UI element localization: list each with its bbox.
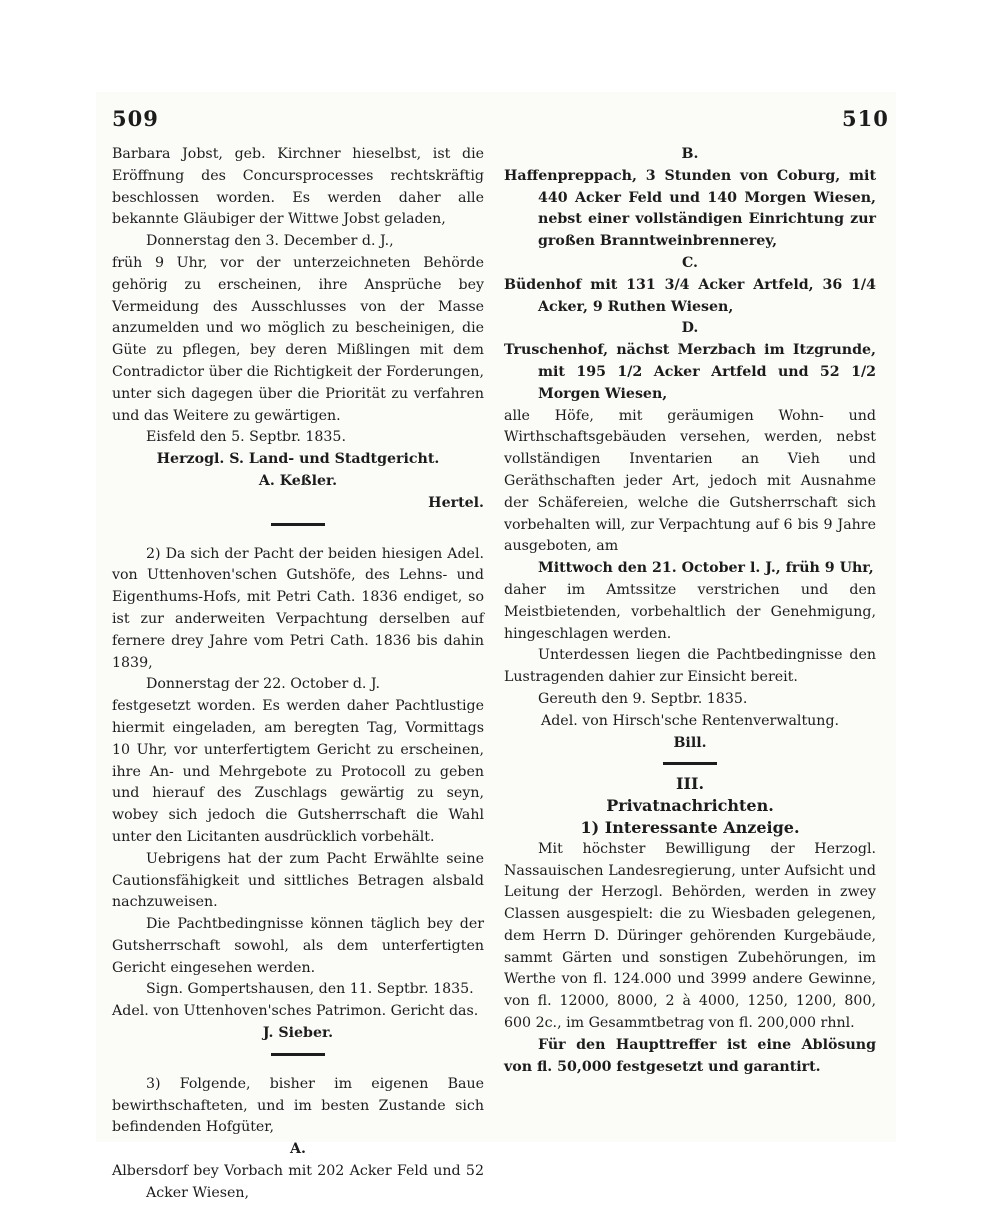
paragraph: 3) Folgende, bisher im eigenen Baue bewirthschafteten, und im besten Zustande sich befindenden Hofgüter, [112,1075,484,1136]
left-column [112,144,484,1205]
signature: Hertel. [428,494,484,511]
right-column [504,144,876,1078]
paragraph: daher im Amtssitze verstrichen und den Meistbietenden, vorbehaltlich der Genehmigung, hingeschlagen werden. [504,581,876,642]
signature: A. Keßler. [258,472,338,489]
section-letter: C. [682,254,698,271]
date-line: Donnerstag der 22. October d. J. [146,676,381,693]
paragraph: Mit höchster Bewilligung der Herzogl. Nassauischen Landesregierung, unter Aufsicht und Leitung der Herzogl. Behörden, werden in zwey Classen ausgespielt: die zu Wiesbaden gelegenen, dem Herrn D. Düringer gehörenden Kurgebäude, sammt Gärten und sonstigen Zubehörungen, im Werthe von fl. 124.000 und 3999 andere Gewinne, von fl. 12000, 8000, 2 à 4000, 1250, 1200, 800, 600 2c., im Gesammtbetrag von fl. 200,000 rhnl. [504,840,876,1032]
place-date: Gereuth den 9. Septbr. 1835. [538,690,748,707]
date-line: Donnerstag den 3. December d. J., [146,233,394,250]
paragraph: Uebrigens hat der zum Pacht Erwählte seine Cautionsfähigkeit und sittliches Betragen alsbald nachzuweisen. [112,850,484,911]
section-divider [663,762,717,765]
paragraph: früh 9 Uhr, vor der unterzeichneten Behörde gehörig zu erscheinen, ihre Ansprüche bey Vermeidung des Ausschlusses von der Masse anzumelden und wo möglich zu bescheinigen, die Güte zu pflegen, bey deren Mißlingen mit dem Contradictor über die Richtigkeit der Forderungen, unter sich dagegen über die Priorität zu verfahren und das Weitere zu gewärtigen. [112,254,484,424]
paragraph: Haffenpreppach, 3 Stunden von Coburg, mit 440 Acker Feld und 140 Morgen Wiesen, nebst einer vollständigen Einrichtung zur großen Branntweinbrennerey, [504,167,876,250]
section-divider [271,1053,325,1056]
page-number-left: 509 [112,106,159,131]
signature: Bill. [673,734,707,751]
section-letter: B. [681,146,699,162]
section-letter: A. [290,1141,306,1158]
subsection-title: 1) Interessante Anzeige. [580,817,800,837]
paragraph: alle Höfe, mit geräumigen Wohn- und Wirthschaftsgebäuden versehen, werden, nebst vollständigen Inventarien an Vieh und Geräthschaften jeder Art, jedoch mit Ausnahme der Schäfereien, welche die Gutsherrschaft sich vorbehalten will, zur Verpachtung auf 6 bis 9 Jahre ausgeboten, am [504,407,876,555]
section-divider [271,523,325,526]
paragraph: Für den Haupttreffer ist eine Ablösung von fl. 50,000 festgesetzt und garantirt. [504,1036,876,1075]
paragraph: Büdenhof mit 131 3/4 Acker Artfeld, 36 1/4 Acker, 9 Ruthen Wiesen, [504,276,876,315]
place-date: Eisfeld den 5. Septbr. 1835. [146,429,346,446]
paragraph: Unterdessen liegen die Pachtbedingnisse den Lustragenden dahier zur Einsicht bereit. [504,647,876,686]
paragraph: Albersdorf bey Vorbach mit 202 Acker Feld und 52 Acker Wiesen, [112,1163,484,1201]
paragraph: Barbara Jobst, geb. Kirchner hieselbst, ist die Eröffnung des Concursprocesses rechtskräftig beschlossen worden. Es werden daher alle bekannte Gläubiger der Wittwe Jobst geladen, [112,146,484,228]
section-number: III. [675,774,705,794]
paragraph: festgesetzt worden. Es werden daher Pachtlustige hiermit eingeladen, am beregten Tag, Vormittags 10 Uhr, vor unterfertigtem Gericht zu erscheinen, ihre An- und Mehrgebote zu Protocoll zu geben und hierauf des Zuschlags gewärtig zu seyn, wobey sich jedoch die Gutsherrschaft die Wahl unter den Licitanten ausdrücklich vorbehält. [112,698,484,845]
paragraph: Truschenhof, nächst Merzbach im Itzgrunde, mit 195 1/2 Acker Artfeld und 52 1/2 Morgen Wiesen, [504,342,876,402]
section-letter: D. [681,320,699,337]
section-title: Privatnachrichten. [606,796,774,816]
paragraph: 2) Da sich der Pacht der beiden hiesigen Adel. von Uttenhoven'schen Gutshöfe, des Lehns- und Eigenthums-Hofs, mit Petri Cath. 1836 endiget, so ist zur anderweiten Verpachtung derselben auf fernere drey Jahre vom Petri Cath. 1836 bis dahin 1839, [112,545,484,671]
issuer-name: Adel. von Hirsch'sche Rentenverwaltung. [540,712,840,729]
court-name: Herzogl. S. Land- und Stadtgericht. [156,451,440,468]
page-number-right: 510 [842,106,889,131]
place-date: Sign. Gompertshausen, den 11. Septbr. 1835. [146,981,474,998]
paragraph: Die Pachtbedingnisse können täglich bey der Gutsherrschaft sowohl, als dem unterfertigten Gericht eingesehen werden. [112,916,484,976]
date-line: Mittwoch den 21. October l. J., früh 9 Uhr, [538,560,874,577]
court-name: Adel. von Uttenhoven'sches Patrimon. Gericht das. [112,1003,479,1020]
signature: J. Sieber. [262,1025,334,1042]
